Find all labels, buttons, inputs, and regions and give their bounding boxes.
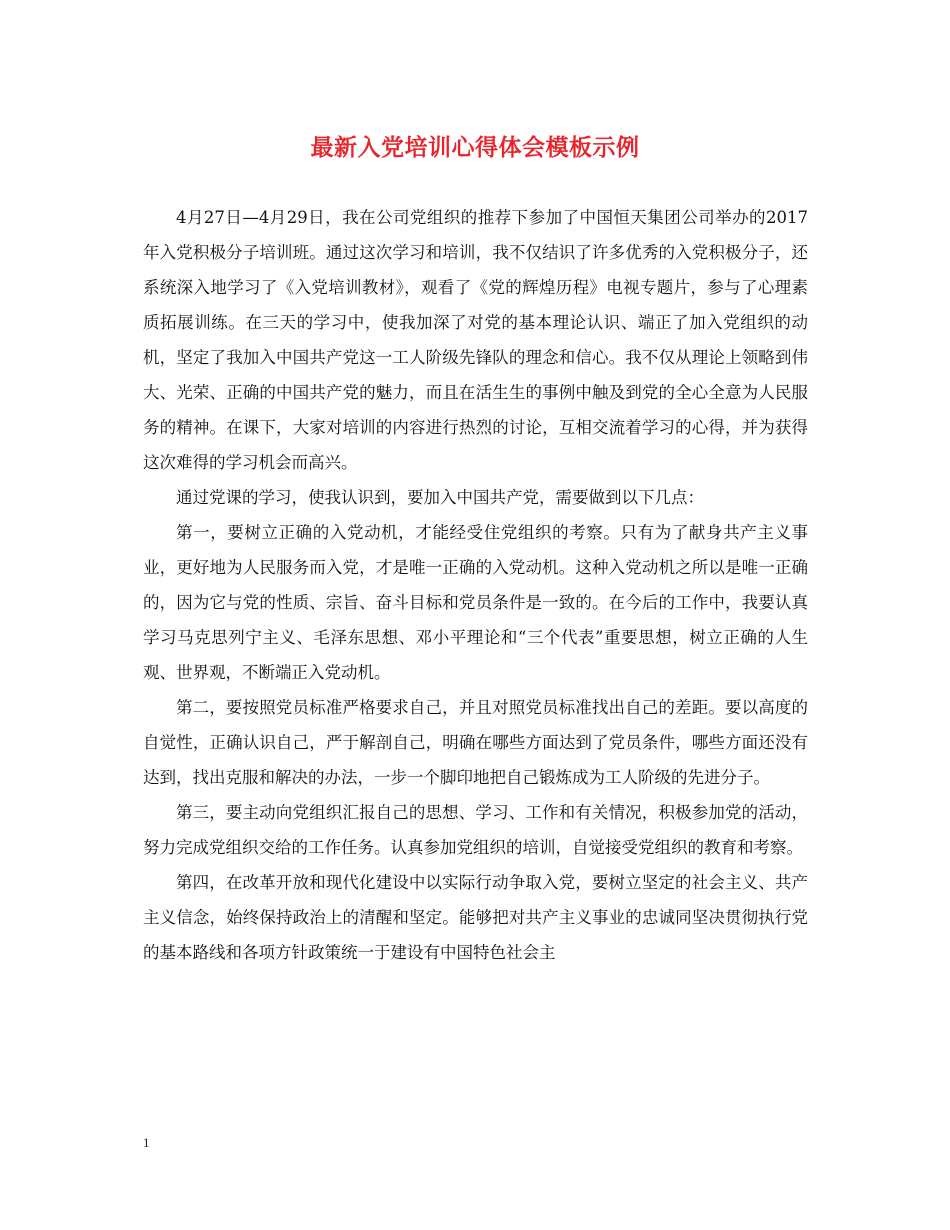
paragraph-intro: 4月27日—4月29日，我在公司党组织的推荐下参加了中国恒天集团公司举办的2017年入党积极分子培训班。通过这次学习和培训，我不仅结识了许多优秀的入党积极分子，还系统深入地学习了《入党培训教材》，观看了《党的辉煌历程》电视专题片，参与了心理素质拓展训练。在三天的学习中，使我加深了对党的基本理论认识、端正了加入党组织的动机，坚定了我加入中国共产党这一工人阶级先锋队的理念和信心。我不仅从理论上领略到伟大、光荣、正确的中国共产党的魅力，而且在活生生的事例中触及到党的全心全意为人民服务的精神。在课下，大家对培训的内容进行热烈的讨论，互相交流着学习的心得，并为获得这次难得的学习机会而高兴。 <box>143 208 808 472</box>
document-title: 最新入党培训心得体会模板示例 <box>310 134 640 161</box>
paragraph-point-four: 第四，在改革开放和现代化建设中以实际行动争取入党，要树立坚定的社会主义、共产主义信念，始终保持政治上的清醒和坚定。能够把对共产主义事业的忠诚同坚决贯彻执行党的基本路线和各项方针政策统一于建设有中国特色社会主 <box>143 873 808 962</box>
document-body <box>143 200 808 970</box>
paragraph-point-two: 第二，要按照党员标准严格要求自己，并且对照党员标准找出自己的差距。要以高度的自觉性，正确认识自己，严于解剖自己，明确在哪些方面达到了党员条件，哪些方面还没有达到，找出克服和解决的办法，一步一个脚印地把自己锻炼成为工人阶级的先进分子。 <box>143 698 808 787</box>
paragraph-point-three: 第三，要主动向党组织汇报自己的思想、学习、工作和有关情况，积极参加党的活动，努力完成党组织交给的工作任务。认真参加党组织的培训，自觉接受党组织的教育和考察。 <box>143 803 808 857</box>
page-number: 1 <box>143 1135 150 1150</box>
paragraph-lead-in: 通过党课的学习，使我认识到，要加入中国共产党，需要做到以下几点： <box>176 488 704 507</box>
paragraph-point-one: 第一，要树立正确的入党动机，才能经受住党组织的考察。只有为了献身共产主义事业，更好地为人民服务而入党，才是唯一正确的入党动机。这种入党动机之所以是唯一正确的，因为它与党的性质、宗旨、奋斗目标和党员条件是一致的。在今后的工作中，我要认真学习马克思列宁主义、毛泽东思想、邓小平理论和“三个代表”重要思想，树立正确的人生观、世界观，不断端正入党动机。 <box>143 523 808 682</box>
